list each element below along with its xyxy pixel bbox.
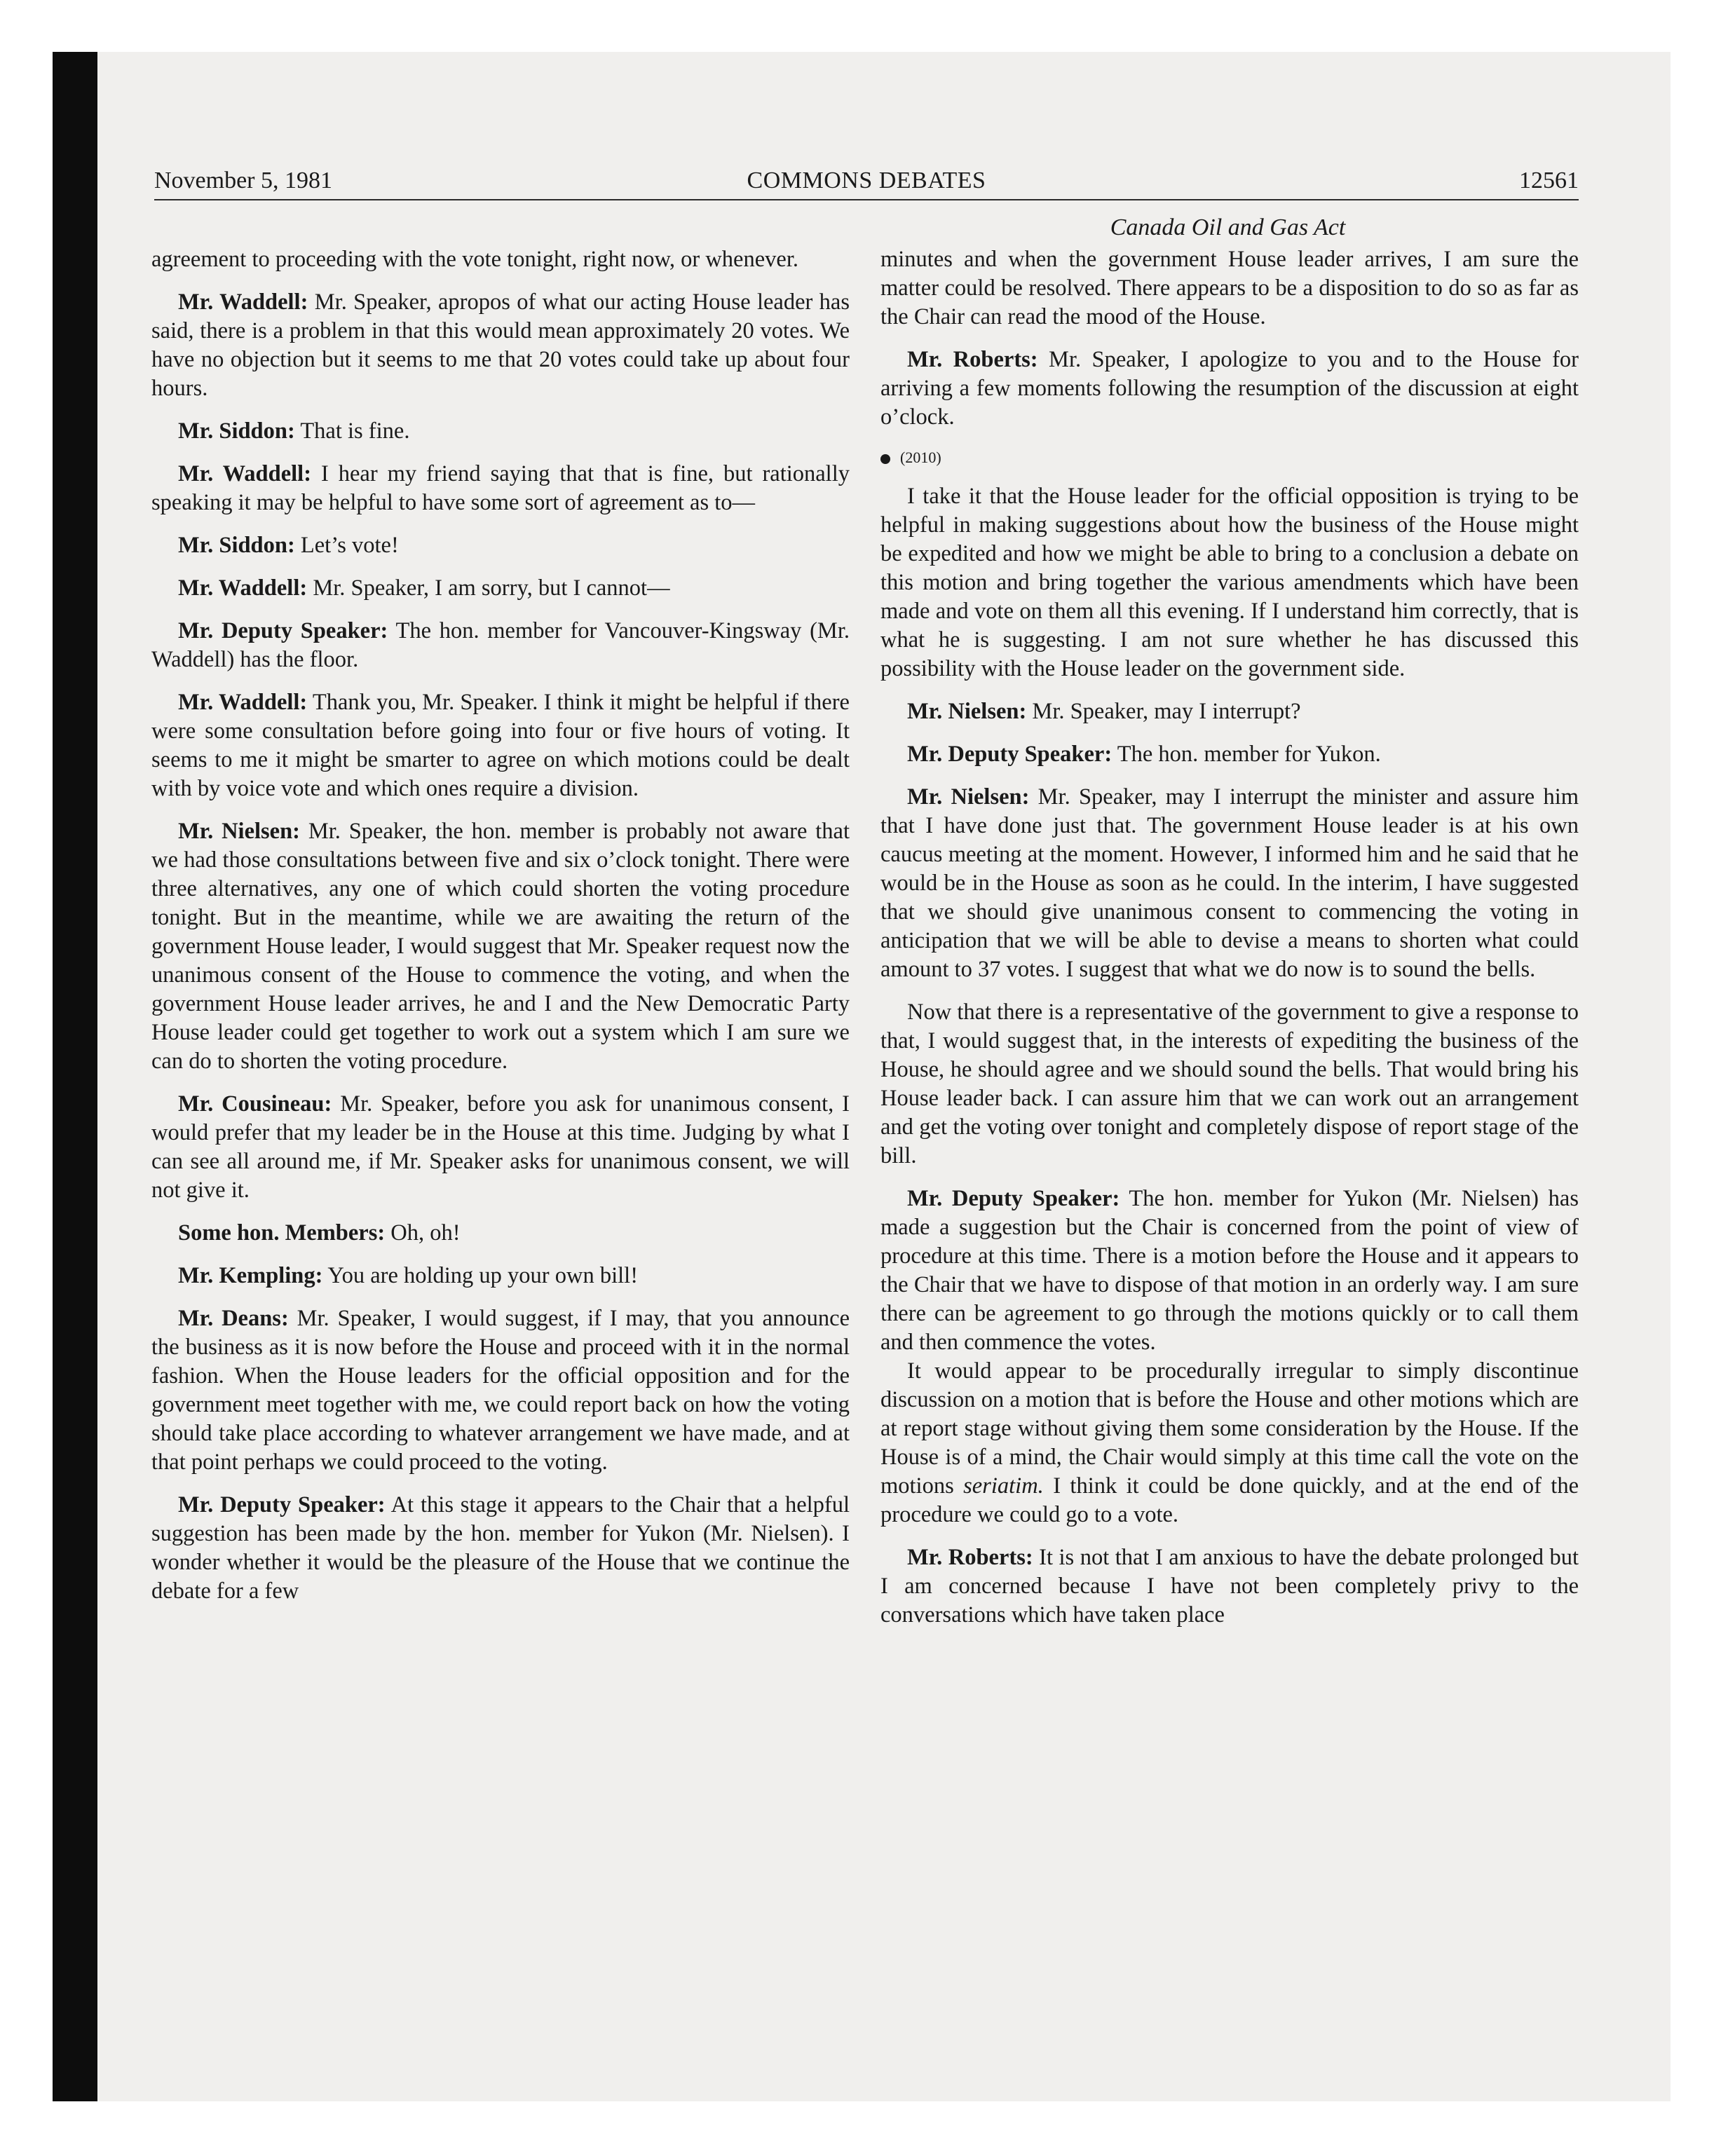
paragraph bbox=[151, 460, 850, 517]
speaker-name: Mr. Waddell: bbox=[178, 575, 308, 601]
speech-text: Mr. Speaker, I would suggest, if I may, that you announce the business as it is now before the House and proceed with it in the normal fashion. When the House leaders for the official opposition and for the government meet together with me, we could report back on how the voting should take place according to whatever arrangement we have made, and at that point perhaps we could proceed to the voting. bbox=[151, 1306, 850, 1475]
paragraph bbox=[151, 574, 850, 603]
paragraph bbox=[151, 245, 850, 274]
speech-text: I hear my friend saying that that is fine, but rationally speaking it may be helpful to have some sort of agreement as to— bbox=[151, 461, 850, 515]
header-title: COMMONS DEBATES bbox=[747, 168, 986, 193]
speech-text: Mr. Speaker, before you ask for unanimous consent, I would prefer that my leader be in the House at this time. Judging by what I can see all around me, if Mr. Speaker asks for unanimous consent, we will not give it. bbox=[151, 1091, 850, 1203]
paragraph bbox=[880, 998, 1579, 1171]
speech-text: Oh, oh! bbox=[385, 1220, 461, 1246]
speech-text: I take it that the House leader for the official opposition is trying to be helpful in making suggestions about how the business of the House might be expedited and how we might be able to bring to a conclusion a debate on this motion and bring together the various amendments which have been made and vote on them all this evening. If I understand him correctly, that is what he is suggesting. I am not sure whether he has discussed this possibility with the House leader on the government side. bbox=[880, 484, 1579, 681]
speaker-name: Mr. Nielsen: bbox=[907, 699, 1027, 724]
speaker-name: Mr. Siddon: bbox=[178, 418, 295, 444]
header-date: November 5, 1981 bbox=[154, 168, 333, 193]
paragraph bbox=[880, 346, 1579, 432]
speaker-name: Mr. Waddell: bbox=[178, 690, 308, 715]
paragraph bbox=[151, 1219, 850, 1248]
paragraph bbox=[151, 817, 850, 1076]
speech-text: It would appear to be procedurally irregular to simply discontinue discussion on a motion that is before the House and other motions which are at report stage without giving them some consideration by the House. If the House is of a mind, the Chair would simply at this time call the vote on the motions bbox=[880, 1358, 1579, 1499]
italic-term: seriatim. bbox=[963, 1473, 1044, 1499]
speaker-name: Some hon. Members: bbox=[178, 1220, 386, 1246]
paragraph bbox=[151, 688, 850, 803]
speech-text: Mr. Speaker, apropos of what our acting House leader has said, there is a problem in that this would mean approximately 20 votes. We have no objection but it seems to me that 20 votes could take up about four hours. bbox=[151, 289, 850, 401]
speech-text: The hon. member for Vancouver-Kingsway (Mr. Waddell) has the floor. bbox=[151, 618, 850, 672]
paragraph bbox=[880, 1543, 1579, 1630]
speech-text: That is fine. bbox=[294, 418, 410, 444]
speaker-name: Mr. Deans: bbox=[178, 1306, 289, 1331]
paragraph bbox=[880, 697, 1579, 726]
speaker-name: Mr. Roberts: bbox=[907, 1545, 1033, 1570]
speech-text: Mr. Speaker, I apologize to you and to the House for arriving a few moments following the resumption of the discussion at eight o’clock. bbox=[880, 347, 1579, 430]
speech-text: Thank you, Mr. Speaker. I think it might be helpful if there were some consultation before going into four or five hours of voting. It seems to me it might be smarter to agree on which motions could be dealt with by voice vote and which ones require a division. bbox=[151, 690, 850, 801]
scan-edge-bar bbox=[53, 52, 97, 2101]
speaker-name: Mr. Deputy Speaker: bbox=[178, 618, 388, 643]
running-head: Canada Oil and Gas Act bbox=[1110, 214, 1346, 240]
paragraph bbox=[151, 1491, 850, 1606]
paragraph bbox=[151, 1090, 850, 1205]
speech-text: You are holding up your own bill! bbox=[322, 1263, 639, 1288]
time-marker-text: (2010) bbox=[900, 449, 941, 466]
paragraph bbox=[880, 245, 1579, 332]
speech-text: minutes and when the government House leader arrives, I am sure the matter could be resolved. There appears to be a disposition to do so as far as the Chair can read the mood of the House. bbox=[880, 247, 1579, 329]
speech-text: Now that there is a representative of the government to give a response to that, I would suggest that, in the interests of expediting the business of the House, he should agree and we should sound the bells. That would bring his House leader back. I can assure him that we can work out an arrangement and get the voting over tonight and completely dispose of report stage of the bill. bbox=[880, 999, 1579, 1168]
paragraph bbox=[880, 1185, 1579, 1357]
speech-text: At this stage it appears to the Chair that a helpful suggestion has been made by the hon. member for Yukon (Mr. Nielsen). I wonder whether it would be the pleasure of the House that we continue the debate for a few bbox=[151, 1492, 850, 1604]
paragraph bbox=[151, 1304, 850, 1477]
speaker-name: Mr. Roberts: bbox=[907, 347, 1038, 372]
left-column bbox=[151, 245, 850, 1606]
paragraph bbox=[151, 531, 850, 560]
paragraph bbox=[880, 740, 1579, 769]
paragraph bbox=[151, 417, 850, 446]
speech-text: agreement to proceeding with the vote tonight, right now, or whenever. bbox=[151, 247, 798, 272]
page-header bbox=[154, 163, 1579, 200]
speaker-name: Mr. Kempling: bbox=[178, 1263, 323, 1288]
speech-text: I think it could be done quickly, and at the end of the procedure we could go to a vote. bbox=[880, 1473, 1579, 1527]
speaker-name: Mr. Nielsen: bbox=[178, 819, 301, 844]
paragraph bbox=[880, 783, 1579, 984]
speaker-name: Mr. Deputy Speaker: bbox=[907, 742, 1113, 767]
paragraph bbox=[880, 482, 1579, 683]
speaker-name: Mr. Waddell: bbox=[178, 461, 312, 486]
speaker-name: Mr. Waddell: bbox=[178, 289, 308, 315]
speaker-name: Mr. Cousineau: bbox=[178, 1091, 332, 1117]
paragraph bbox=[151, 617, 850, 674]
speech-text: Mr. Speaker, the hon. member is probably not aware that we had those consultations between five and six o’clock tonight. There were three alternatives, any one of which could shorten the voting procedure tonight. But in the meantime, while we are awaiting the return of the government House leader, I would suggest that Mr. Speaker request now the unanimous consent of the House to commence the voting, and when the government House leader arrives, he and I and the New Democratic Party House leader could get together to work out a system which I am sure we can do to shorten the voting procedure. bbox=[151, 819, 850, 1074]
paragraph bbox=[151, 288, 850, 403]
time-marker bbox=[880, 447, 1579, 468]
speech-text: Mr. Speaker, may I interrupt? bbox=[1026, 699, 1301, 724]
speaker-name: Mr. Deputy Speaker: bbox=[907, 1186, 1120, 1211]
speaker-name: Mr. Nielsen: bbox=[907, 784, 1030, 810]
speech-text: The hon. member for Yukon. bbox=[1112, 742, 1381, 767]
speech-text: Mr. Speaker, may I interrupt the minister and assure him that I have done just that. The government House leader is at his own caucus meeting at the moment. However, I informed him and he said that he would be in the House as soon as he could. In the interim, I have suggested that we should give unanimous consent to commencing the voting in anticipation that we will be able to devise a means to shorten what could amount to 37 votes. I suggest that what we do now is to sound the bells. bbox=[880, 784, 1579, 982]
bullet-icon bbox=[880, 454, 890, 464]
right-column bbox=[880, 245, 1579, 1630]
speech-text: It is not that I am anxious to have the debate prolonged but I am concerned because I have not been completely privy to the conversations which have taken place bbox=[880, 1545, 1579, 1628]
speaker-name: Mr. Siddon: bbox=[178, 533, 295, 558]
header-page-number: 12561 bbox=[1519, 168, 1579, 193]
speech-text: Let’s vote! bbox=[294, 533, 399, 558]
paragraph bbox=[151, 1262, 850, 1290]
speech-text: The hon. member for Yukon (Mr. Nielsen) has made a suggestion but the Chair is concerned from the point of view of procedure at this time. There is a motion before the House and it appears to the Chair that we have to dispose of that motion in an orderly way. I am sure there can be agreement to go through the motions quickly or to call them and then commence the votes. bbox=[880, 1186, 1579, 1355]
paragraph bbox=[880, 1357, 1579, 1529]
speaker-name: Mr. Deputy Speaker: bbox=[178, 1492, 386, 1517]
speech-text: Mr. Speaker, I am sorry, but I cannot— bbox=[307, 575, 670, 601]
